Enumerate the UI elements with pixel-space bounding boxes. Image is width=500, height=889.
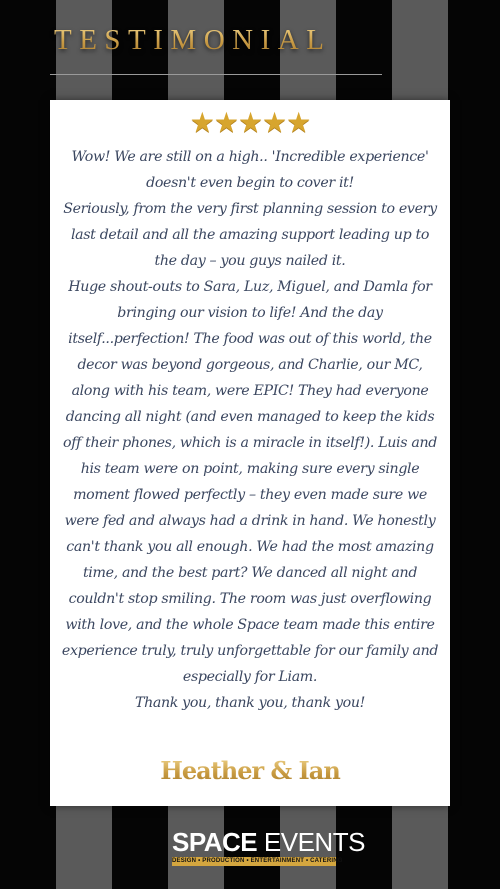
testimonial-text [60,144,440,716]
signature: Heather & Ian [50,756,450,785]
brand-name-light: EVENTS [263,827,365,857]
brand-logo [172,827,365,866]
star-icon: ★ [262,106,287,139]
brand-tagline: DESIGN • PRODUCTION • ENTERTAINMENT • CATERING [172,858,343,864]
testimonial-card [50,100,450,806]
star-icon: ★ [286,106,311,139]
brand-name [172,827,365,857]
page-title: TESTIMONIAL [54,24,332,56]
testimonial-paragraph: Seriously, from the very first planning session to every last detail and all the amazing support leading up to the day – you guys nailed it. [63,201,437,269]
star-rating [50,108,450,138]
brand-name-bold: SPACE [172,827,258,857]
testimonial-paragraph: Thank you, thank you, thank you! [134,695,365,711]
star-icon: ★ [237,106,263,139]
star-icon: ★ [213,106,238,139]
title-divider [50,74,382,75]
testimonial-paragraph: Wow! We are still on a high.. 'Incredible experience' doesn't even begin to cover it! [71,149,429,191]
star-icon: ★ [189,106,214,139]
testimonial-paragraph: Huge shout-outs to Sara, Luz, Miguel, and Damla for bringing our vision to life! And the day itself...perfection! The food was out of this world, the decor was beyond gorgeous, and Charlie, our MC, along with his team, were EPIC! They had everyone dancing all night (and even managed to keep the kids off their phones, which is a miracle in itself!). Luis and his team were on point, making sure every single moment flowed perfectly – they even made sure we were fed and always had a drink in hand. We honestly can't thank you all enough. We had the most amazing time, and the best part? We danced all night and couldn't stop smiling. The room was just overflowing with love, and the whole Space team made this entire experience truly, truly unforgettable for our family and especially for Liam. [61,279,439,685]
